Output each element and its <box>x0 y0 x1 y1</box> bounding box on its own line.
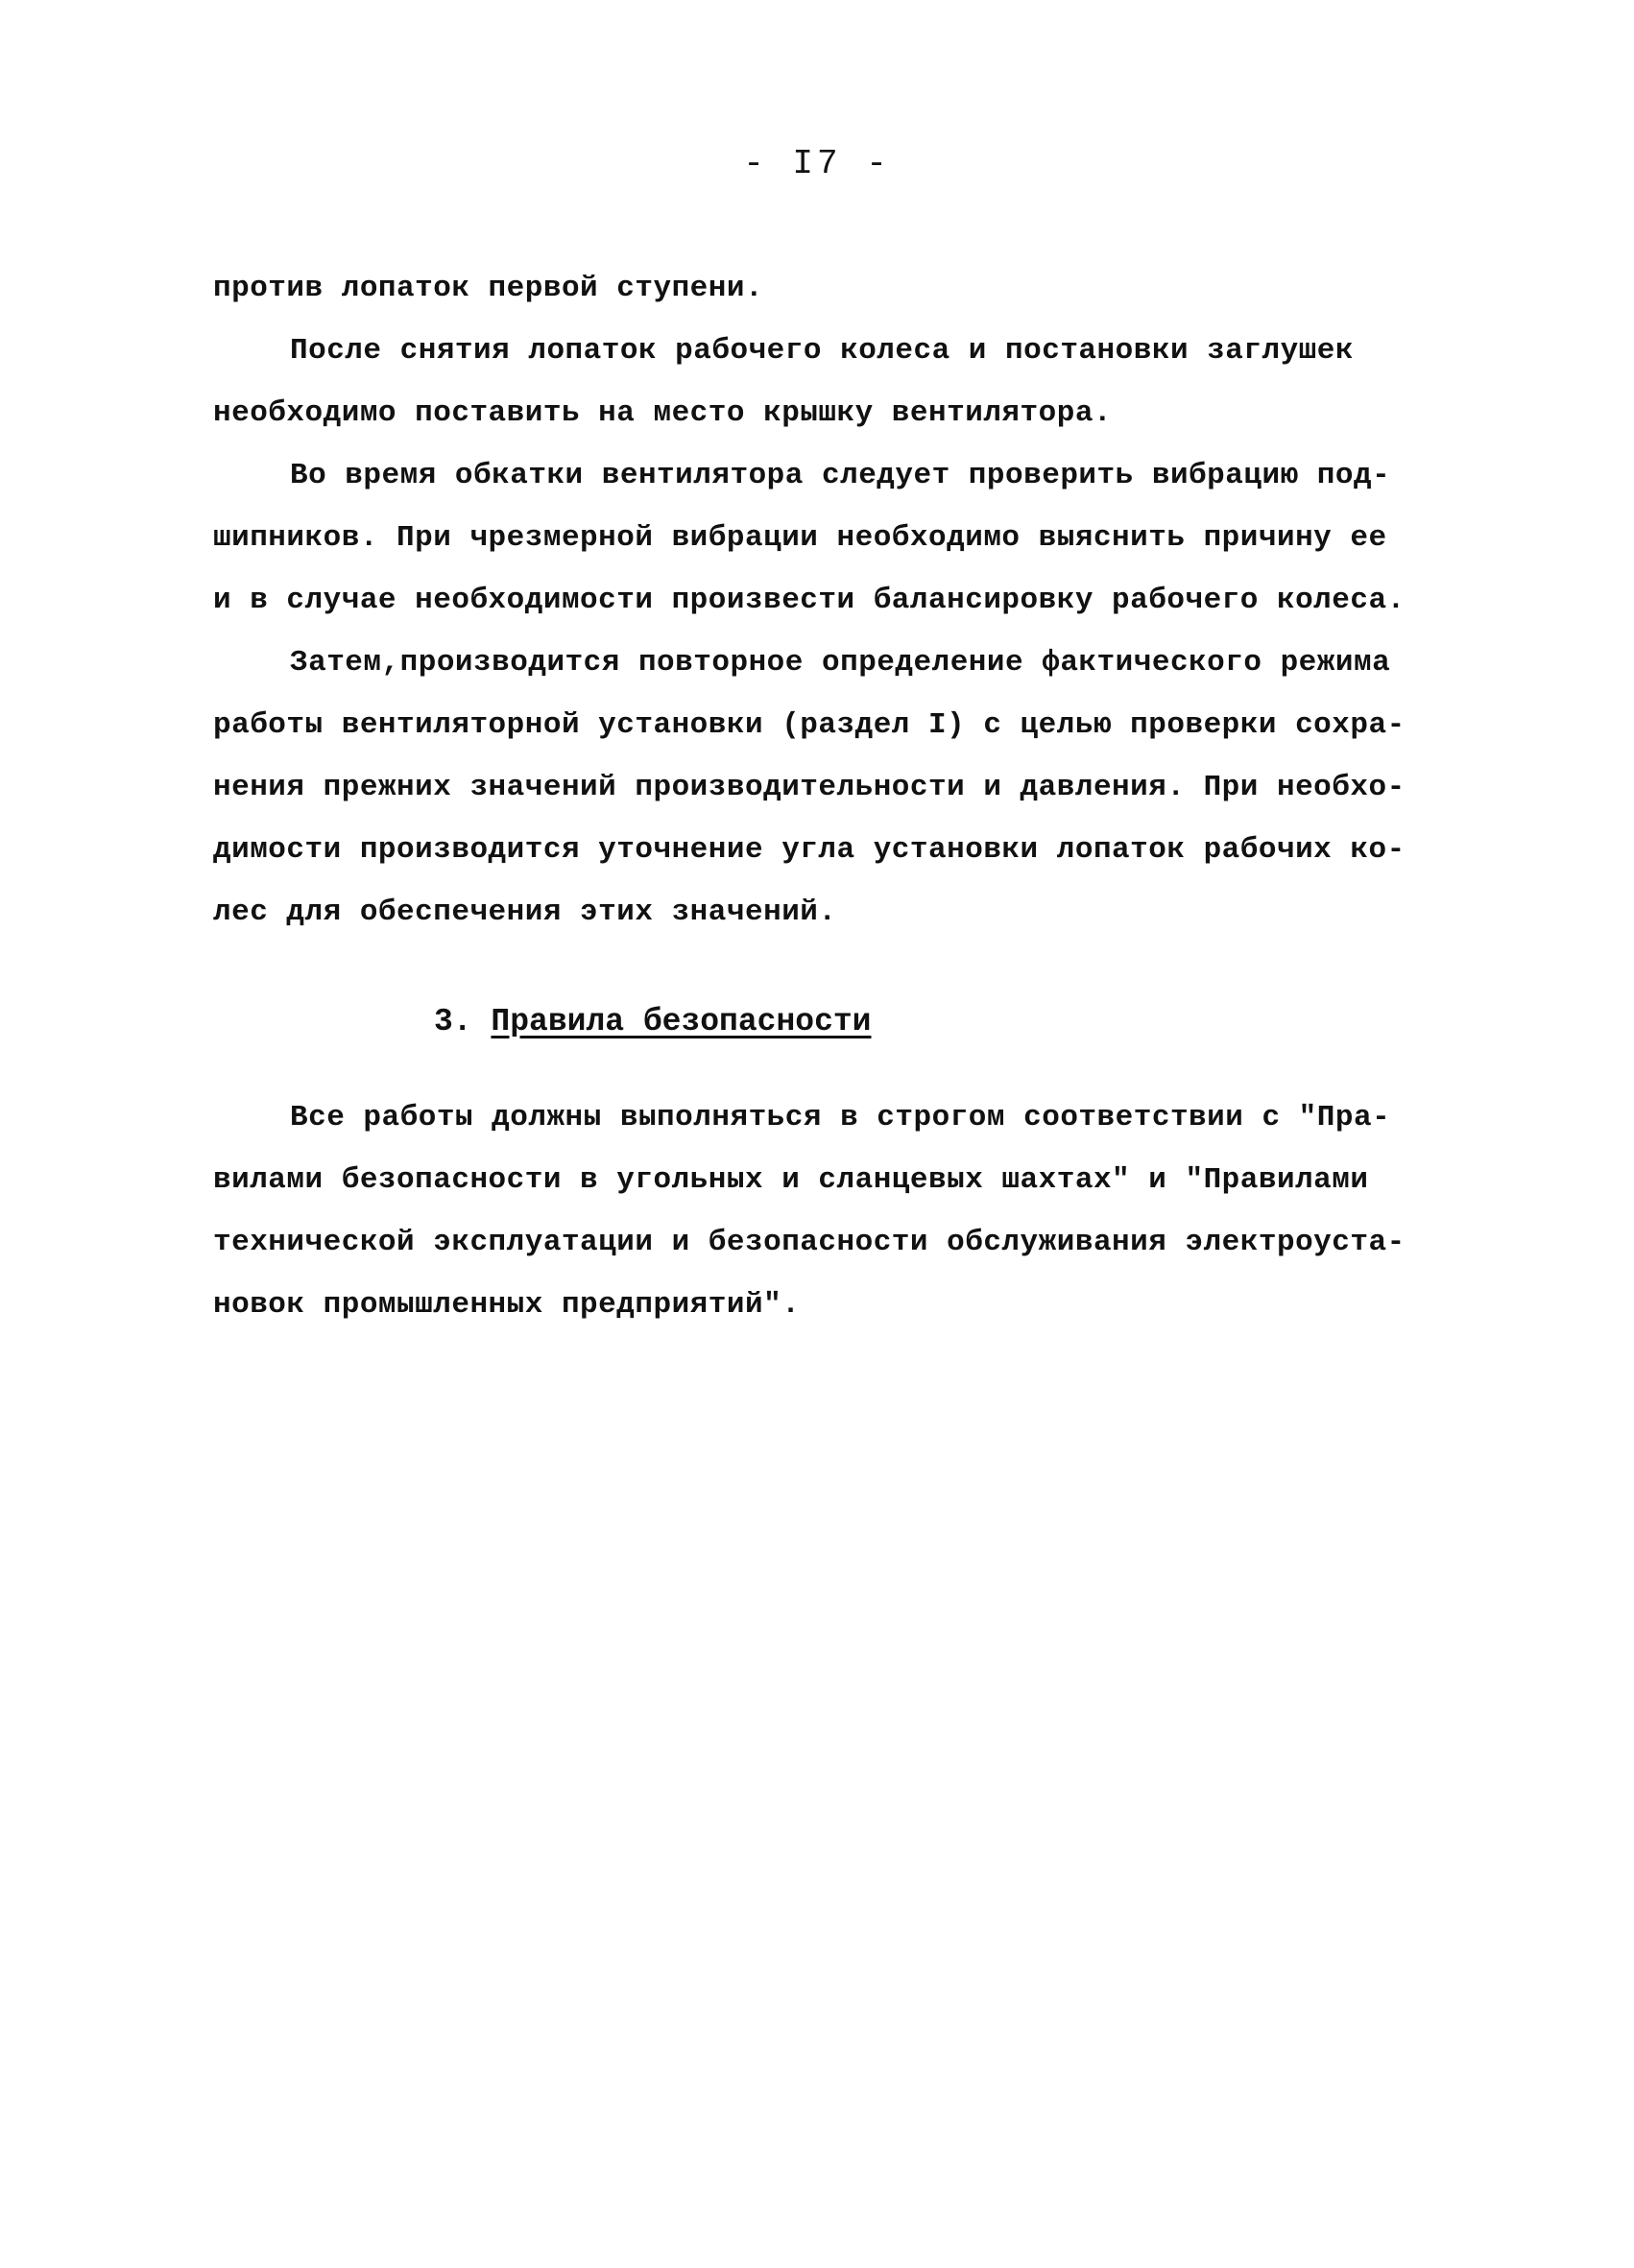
text-line: лес для обеспечения этих значений. <box>213 895 837 929</box>
text-line: нения прежних значений производительности и давления. При необхо- <box>213 771 1406 804</box>
text-line: шипников. При чрезмерной вибрации необходимо выяснить причину ее <box>213 521 1387 555</box>
text-line: димости производится уточнение угла установки лопаток рабочих ко- <box>213 833 1406 867</box>
section-number: 3. <box>434 1004 472 1039</box>
text-line: Во время обкатки вентилятора следует проверить вибрацию под- <box>290 459 1391 492</box>
text-line: Все работы должны выполняться в строгом соответствии с "Пра- <box>290 1101 1391 1134</box>
body-text <box>213 257 1452 943</box>
text-line: Затем,производится повторное определение фактического режима <box>290 646 1391 680</box>
text-line: работы вентиляторной установки (раздел I) с целью проверки сохра- <box>213 708 1406 742</box>
page-number: - I7 - <box>743 144 891 183</box>
text-line: и в случае необходимости произвести балансировку рабочего колеса. <box>213 584 1406 617</box>
text-line: против лопаток первой ступени. <box>213 272 764 305</box>
section-heading <box>434 998 872 1046</box>
text-line: После снятия лопаток рабочего колеса и постановки заглушек <box>290 334 1354 368</box>
safety-text <box>213 1086 1452 1336</box>
text-line: технической эксплуатации и безопасности обслуживания электроуста- <box>213 1226 1406 1259</box>
text-line: необходимо поставить на место крышку вентилятора. <box>213 396 1113 430</box>
section-title: Правила безопасности <box>491 1004 872 1039</box>
text-line: вилами безопасности в угольных и сланцевых шахтах" и "Правилами <box>213 1163 1369 1197</box>
text-line: новок промышленных предприятий". <box>213 1288 801 1322</box>
